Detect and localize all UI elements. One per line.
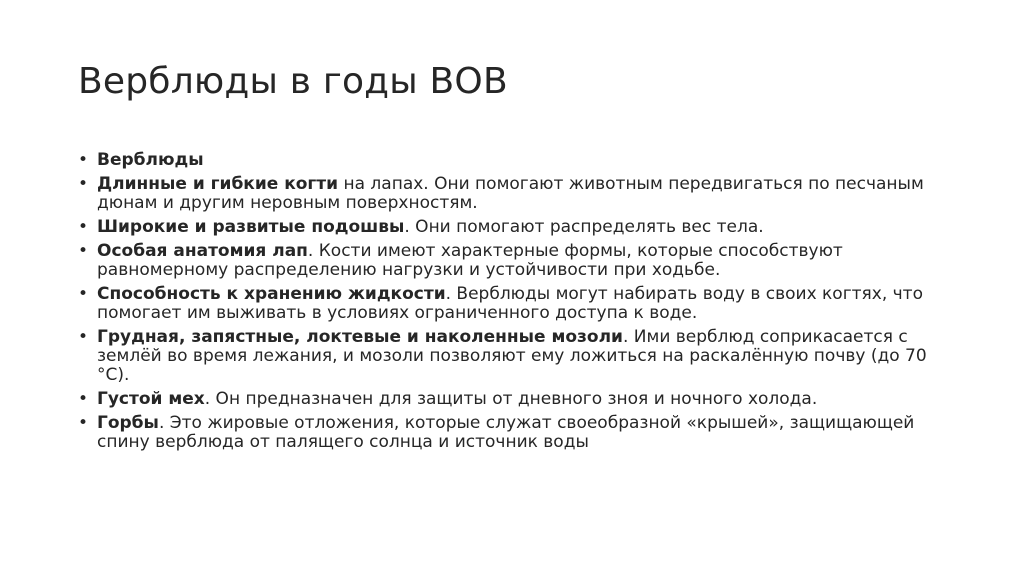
- bullet-text: . Они помогают распределять вес тела.: [404, 217, 764, 237]
- bullet-term: Верблюды: [97, 150, 204, 170]
- bullet-text: . Кости имеют характерные формы, которые способствуют равномерному распределению нагрузки и устойчивости при ходьбе.: [97, 241, 843, 280]
- bullet-icon: •: [78, 174, 89, 194]
- bullet-term: Горбы: [97, 413, 159, 433]
- bullet-text: . Это жировые отложения, которые служат своеобразной «крышей», защищающей спину верблюда от палящего солнца и источник воды: [97, 413, 915, 452]
- list-item: [78, 151, 958, 170]
- bullet-text: на лапах. Они помогают животным передвигаться по песчаным дюнам и другим неровным поверхностям.: [97, 174, 924, 213]
- bullet-icon: •: [78, 217, 89, 237]
- bullet-term: Грудная, запястные, локтевые и наколенные мозоли: [97, 327, 623, 347]
- slide-title: Верблюды в годы ВОВ: [78, 61, 508, 102]
- bullet-text: . Он предназначен для защиты от дневного зноя и ночного холода.: [204, 389, 818, 409]
- list-item: [78, 414, 958, 452]
- list-item: [78, 175, 958, 213]
- list-item: [78, 328, 958, 385]
- bullet-term: Способность к хранению жидкости: [97, 284, 446, 304]
- bullet-term: Широкие и развитые подошвы: [97, 217, 405, 237]
- bullet-icon: •: [78, 327, 89, 347]
- bullet-term: Длинные и гибкие когти: [97, 174, 339, 194]
- list-item: [78, 285, 958, 323]
- list-item: [78, 218, 958, 237]
- list-item: [78, 390, 958, 409]
- bullet-list: [78, 151, 958, 457]
- bullet-icon: •: [78, 241, 89, 261]
- bullet-icon: •: [78, 413, 89, 433]
- bullet-icon: •: [78, 150, 89, 170]
- bullet-icon: •: [78, 389, 89, 409]
- bullet-text: . Верблюды могут набирать воду в своих когтях, что помогает им выживать в условиях ограниченного доступа к воде.: [97, 284, 923, 323]
- bullet-term: Густой мех: [97, 389, 205, 409]
- bullet-term: Особая анатомия лап: [97, 241, 308, 261]
- bullet-text: . Ими верблюд соприкасается с землёй во время лежания, и мозоли позволяют ему ложиться на раскалённую почву (до 70 °C).: [97, 327, 927, 385]
- list-item: [78, 242, 958, 280]
- bullet-icon: •: [78, 284, 89, 304]
